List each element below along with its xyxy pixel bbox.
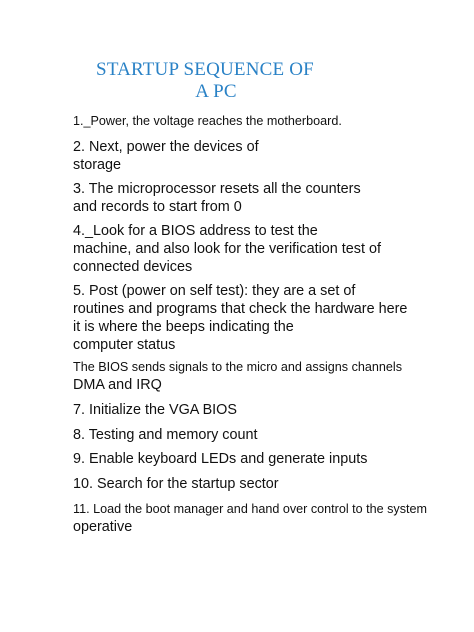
step-3-line-2: and records to start from 0 bbox=[73, 199, 242, 215]
step-1-line-1: 1._Power, the voltage reaches the motherboard. bbox=[73, 114, 342, 128]
step-3-line-1: 3. The microprocessor resets all the counters bbox=[73, 181, 361, 197]
step-5-line-1: 5. Post (power on self test): they are a set of bbox=[73, 283, 356, 299]
step-9-line-1: 9. Enable keyboard LEDs and generate inputs bbox=[73, 451, 368, 467]
title-line-2: A PC bbox=[195, 81, 237, 102]
step-10-line-1: 10. Search for the startup sector bbox=[73, 476, 279, 492]
step-11-line-2: operative bbox=[73, 519, 133, 535]
step-4-line-3: connected devices bbox=[73, 259, 193, 275]
step-3 bbox=[73, 180, 463, 216]
step-5-line-4: computer status bbox=[73, 337, 176, 353]
step-4 bbox=[73, 222, 463, 276]
step-8-line-1: 8. Testing and memory count bbox=[73, 427, 258, 443]
step-6 bbox=[73, 358, 463, 394]
step-10 bbox=[73, 475, 463, 493]
step-4-line-1: 4._Look for a BIOS address to test the bbox=[73, 223, 318, 239]
step-5-line-3: it is where the beeps indicating the bbox=[73, 319, 294, 335]
step-5 bbox=[73, 282, 463, 354]
step-4-line-2: machine, and also look for the verification test of bbox=[73, 241, 381, 257]
step-11-line-1: 11. Load the boot manager and hand over control to the system bbox=[73, 502, 428, 516]
step-11 bbox=[73, 500, 463, 536]
step-2-line-1: 2. Next, power the devices of bbox=[73, 139, 259, 155]
step-5-line-2: routines and programs that check the hardware here bbox=[73, 301, 408, 317]
step-9 bbox=[73, 450, 463, 468]
step-8 bbox=[73, 426, 463, 444]
step-2 bbox=[73, 138, 463, 174]
document-title bbox=[0, 59, 410, 103]
step-2-line-2: storage bbox=[73, 157, 121, 173]
title-line-1: STARTUP SEQUENCE OF bbox=[96, 59, 314, 80]
step-7-line-1: 7. Initialize the VGA BIOS bbox=[73, 402, 237, 418]
step-6-line-2: DMA and IRQ bbox=[73, 377, 162, 393]
step-7 bbox=[73, 401, 463, 419]
step-6-line-1: The BIOS sends signals to the micro and assigns channels bbox=[73, 360, 403, 374]
step-1 bbox=[73, 112, 463, 130]
